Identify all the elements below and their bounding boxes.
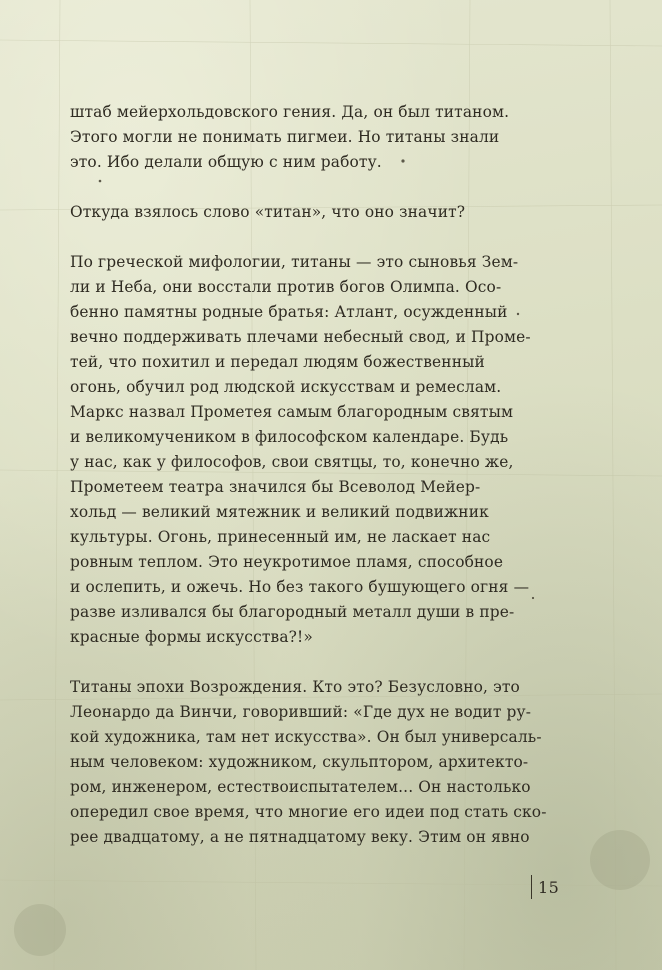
page-number-text: 15 — [538, 877, 560, 897]
text-line: ровным теплом. Это неукротимое пламя, способное — [70, 553, 504, 571]
text-line: опередил свое время, что многие его идеи под стать ско- — [70, 803, 547, 821]
text-line: и великомучеником в философском календаре. Будь — [70, 428, 509, 446]
paragraph-4 — [70, 675, 548, 850]
paragraph-2 — [70, 200, 548, 225]
text-line: Леонардо да Винчи, говоривший: «Где дух не водит ру- — [70, 703, 532, 721]
text-line: культуры. Огонь, принесенный им, не ласкает нас — [70, 528, 491, 546]
text-body — [70, 100, 548, 850]
text-line: Этого могли не понимать пигмеи. Но титаны знали — [70, 128, 500, 146]
text-line: тей, что похитил и передал людям божественный — [70, 353, 485, 371]
text-line: у нас, как у философов, свои святцы, то, конечно же, — [70, 453, 514, 471]
text-line: это. Ибо делали общую с ним работу. — [70, 153, 382, 171]
paragraph-1 — [70, 100, 548, 175]
text-line: ным человеком: художником, скульптором, архитекто- — [70, 753, 529, 771]
text-line: рее двадцатому, а не пятнадцатому веку. Этим он явно — [70, 828, 530, 846]
text-line: Прометеем театра значился бы Всеволод Мейер- — [70, 478, 481, 496]
text-line: штаб мейерхольдовского гения. Да, он был титаном. — [70, 103, 510, 121]
text-line: ром, инженером, естествоиспытателем... Он настолько — [70, 778, 531, 796]
paragraph-3 — [70, 250, 548, 650]
text-line: кой художника, там нет искусства». Он был универсаль- — [70, 728, 542, 746]
text-line: и ослепить, и ожечь. Но без такого бушующего огня — — [70, 578, 530, 596]
text-line: разве изливался бы благородный металл души в пре- — [70, 603, 515, 621]
text-line: бенно памятны родные братья: Атлант, осужденный — [70, 303, 508, 321]
text-line: По греческой мифологии, титаны — это сыновья Зем- — [70, 253, 519, 271]
text-line: хольд — великий мятежник и великий подвижник — [70, 503, 489, 521]
text-line: Титаны эпохи Возрождения. Кто это? Безусловно, это — [70, 678, 520, 696]
text-line: Маркс назвал Прометея самым благородным святым — [70, 403, 514, 421]
text-line: вечно поддерживать плечами небесный свод, и Проме- — [70, 328, 531, 346]
text-line: красные формы искусства?!» — [70, 628, 313, 646]
text-line: ли и Неба, они восстали против богов Олимпа. Осо- — [70, 278, 502, 296]
folio-rule — [531, 875, 532, 899]
page-number — [531, 874, 559, 900]
text-line: Откуда взялось слово «титан», что оно значит? — [70, 203, 466, 221]
text-line: огонь, обучил род людской искусствам и ремеслам. — [70, 378, 502, 396]
